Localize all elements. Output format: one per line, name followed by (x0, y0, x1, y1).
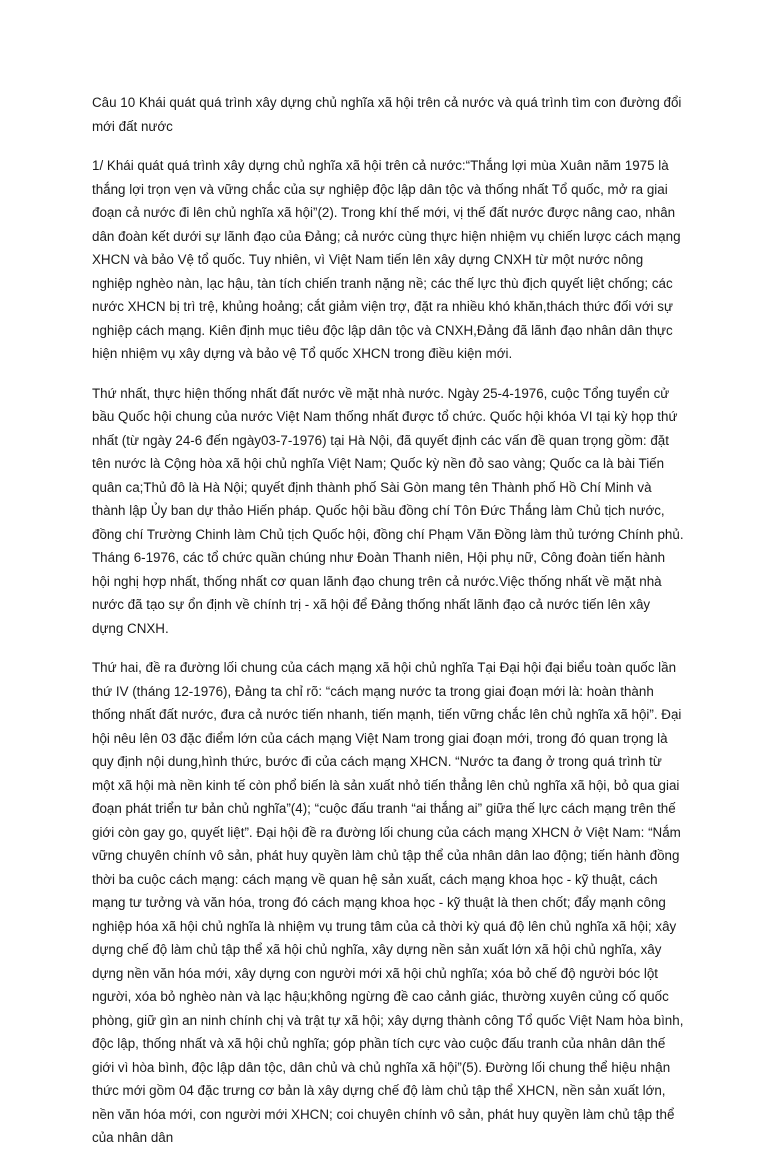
paragraph-second-point: Thứ hai, đề ra đường lối chung của cách mạng xã hội chủ nghĩa Tại Đại hội đại biểu toàn quốc lần thứ IV (tháng 12-1976), Đảng ta chỉ rõ: “cách mạng nước ta trong giai đoạn mới là: hoàn thành thống nhất đất nước, đưa cả nước tiến nhanh, tiến mạnh, tiến vững chắc lên chủ nghĩa xã hội”. Đại hội nêu lên 03 đặc điểm lớn của cách mạng Việt Nam trong giai đoạn mới, trong đó quan trọng là quy định nội dung,hình thức, bước đi của cách mạng XHCN. “Nước ta đang ở trong quá trình từ một xã hội mà nền kinh tế còn phổ biến là sản xuất nhỏ tiến thẳng lên chủ nghĩa xã hội, bỏ qua giai đoạn phát triển tư bản chủ nghĩa”(4); “cuộc đấu tranh “ai thắng ai” giữa thế lực cách mạng trên thế giới còn gay go, quyết liệt”. Đại hội đề ra đường lối chung của cách mạng XHCN ở Việt Nam: “Nắm vững chuyên chính vô sản, phát huy quyền làm chủ tập thể của nhân dân lao động; tiến hành đồng thời ba cuộc cách mạng: cách mạng về quan hệ sản xuất, cách mạng khoa học - kỹ thuật, cách mạng tư tưởng và văn hóa, trong đó cách mạng khoa học - kỹ thuật là then chốt; đẩy mạnh công nghiệp hóa xã hội chủ nghĩa là nhiệm vụ trung tâm của cả thời kỳ quá độ lên chủ nghĩa xã hội; xây dựng chế độ làm chủ tập thể xã hội chủ nghĩa, xây dựng nền sản xuất lớn xã hội chủ nghĩa, xây dựng nền văn hóa mới, xây dựng con người mới xã hội chủ nghĩa; xóa bỏ chế độ người bóc lột người, xóa bỏ nghèo nàn và lạc hậu;không ngừng đề cao cảnh giác, thường xuyên củng cố quốc phòng, giữ gìn an ninh chính chị và trật tự xã hội; xây dựng thành công Tổ quốc Việt Nam hòa bình, độc lập, thống nhất và xã hội chủ nghĩa; góp phần tích cực vào cuộc đấu tranh của nhân dân thế giới vì hòa bình, độc lập dân tộc, dân chủ và chủ nghĩa xã hội”(5). Đường lối chung thể hiệu nhận thức mới gồm 04 đặc trưng cơ bản là xây dựng chế độ làm chủ tập thể XHCN, nền sản xuất lớn, nền văn hóa mới, con người mới XHCN; coi chuyên chính vô sản, phát huy quyền làm chủ tập thể của nhân dân (92, 660, 684, 1145)
paragraph-overview: 1/ Khái quát quá trình xây dựng chủ nghĩa xã hội trên cả nước:“Thắng lợi mùa Xuân năm 1975 là thắng lợi trọn vẹn và vững chắc của sự nghiệp độc lập dân tộc và thống nhất Tổ quốc, mở ra giai đoạn cả nước đi lên chủ nghĩa xã hội”(2). Trong khí thế mới, vị thế đất nước được nâng cao, nhân dân đoàn kết dưới sự lãnh đạo của Đảng; cả nước cùng thực hiện nhiệm vụ chiến lược cách mạng XHCN và bảo Vệ tổ quốc. Tuy nhiên, vì Việt Nam tiến lên xây dựng CNXH từ một nước nông nghiệp nghèo nàn, lạc hậu, tàn tích chiến tranh nặng nề; các thế lực thù địch quyết liệt chống; các nước XHCN bị trì trệ, khủng hoảng; cắt giảm viện trợ, đặt ra nhiều khó khăn,thách thức đối với sự nghiệp cách mạng. Kiên định mục tiêu độc lập dân tộc và CNXH,Đảng đã lãnh đạo nhân dân thực hiện nhiệm vụ xây dựng và bảo vệ Tổ quốc XHCN trong điều kiện mới. (92, 158, 681, 361)
paragraph-first-point: Thứ nhất, thực hiện thống nhất đất nước về mặt nhà nước. Ngày 25-4-1976, cuộc Tổng tuyển cử bầu Quốc hội chung của nước Việt Nam thống nhất được tổ chức. Quốc hội khóa VI tại kỳ họp thứ nhất (từ ngày 24-6 đến ngày03-7-1976) tại Hà Nội, đã quyết định các vấn đề quan trọng gồm: đặt tên nước là Cộng hòa xã hội chủ nghĩa Việt Nam; Quốc kỳ nền đỏ sao vàng; Quốc ca là bài Tiến quân ca;Thủ đô là Hà Nội; quyết định thành phố Sài Gòn mang tên Thành phố Hồ Chí Minh và thành lập Ủy ban dự thảo Hiến pháp. Quốc hội bầu đồng chí Tôn Đức Thắng làm Chủ tịch nước, đồng chí Trường Chinh làm Chủ tịch Quốc hội, đồng chí Phạm Văn Đồng làm thủ tướng Chính phủ. Tháng 6-1976, các tổ chức quần chúng như Đoàn Thanh niên, Hội phụ nữ, Công đoàn tiến hành hội nghị hợp nhất, thống nhất cơ quan lãnh đạo chung trên cả nước.Việc thống nhất về mặt nhà nước đã tạo sự ổn định về chính trị - xã hội để Đảng thống nhất lãnh đạo cả nước tiến lên xây dựng CNXH. (92, 385, 684, 636)
document-heading: Câu 10 Khái quát quá trình xây dựng chủ nghĩa xã hội trên cả nước và quá trình tìm con đường đổi mới đất nước (92, 95, 682, 134)
document-body (92, 91, 684, 1166)
